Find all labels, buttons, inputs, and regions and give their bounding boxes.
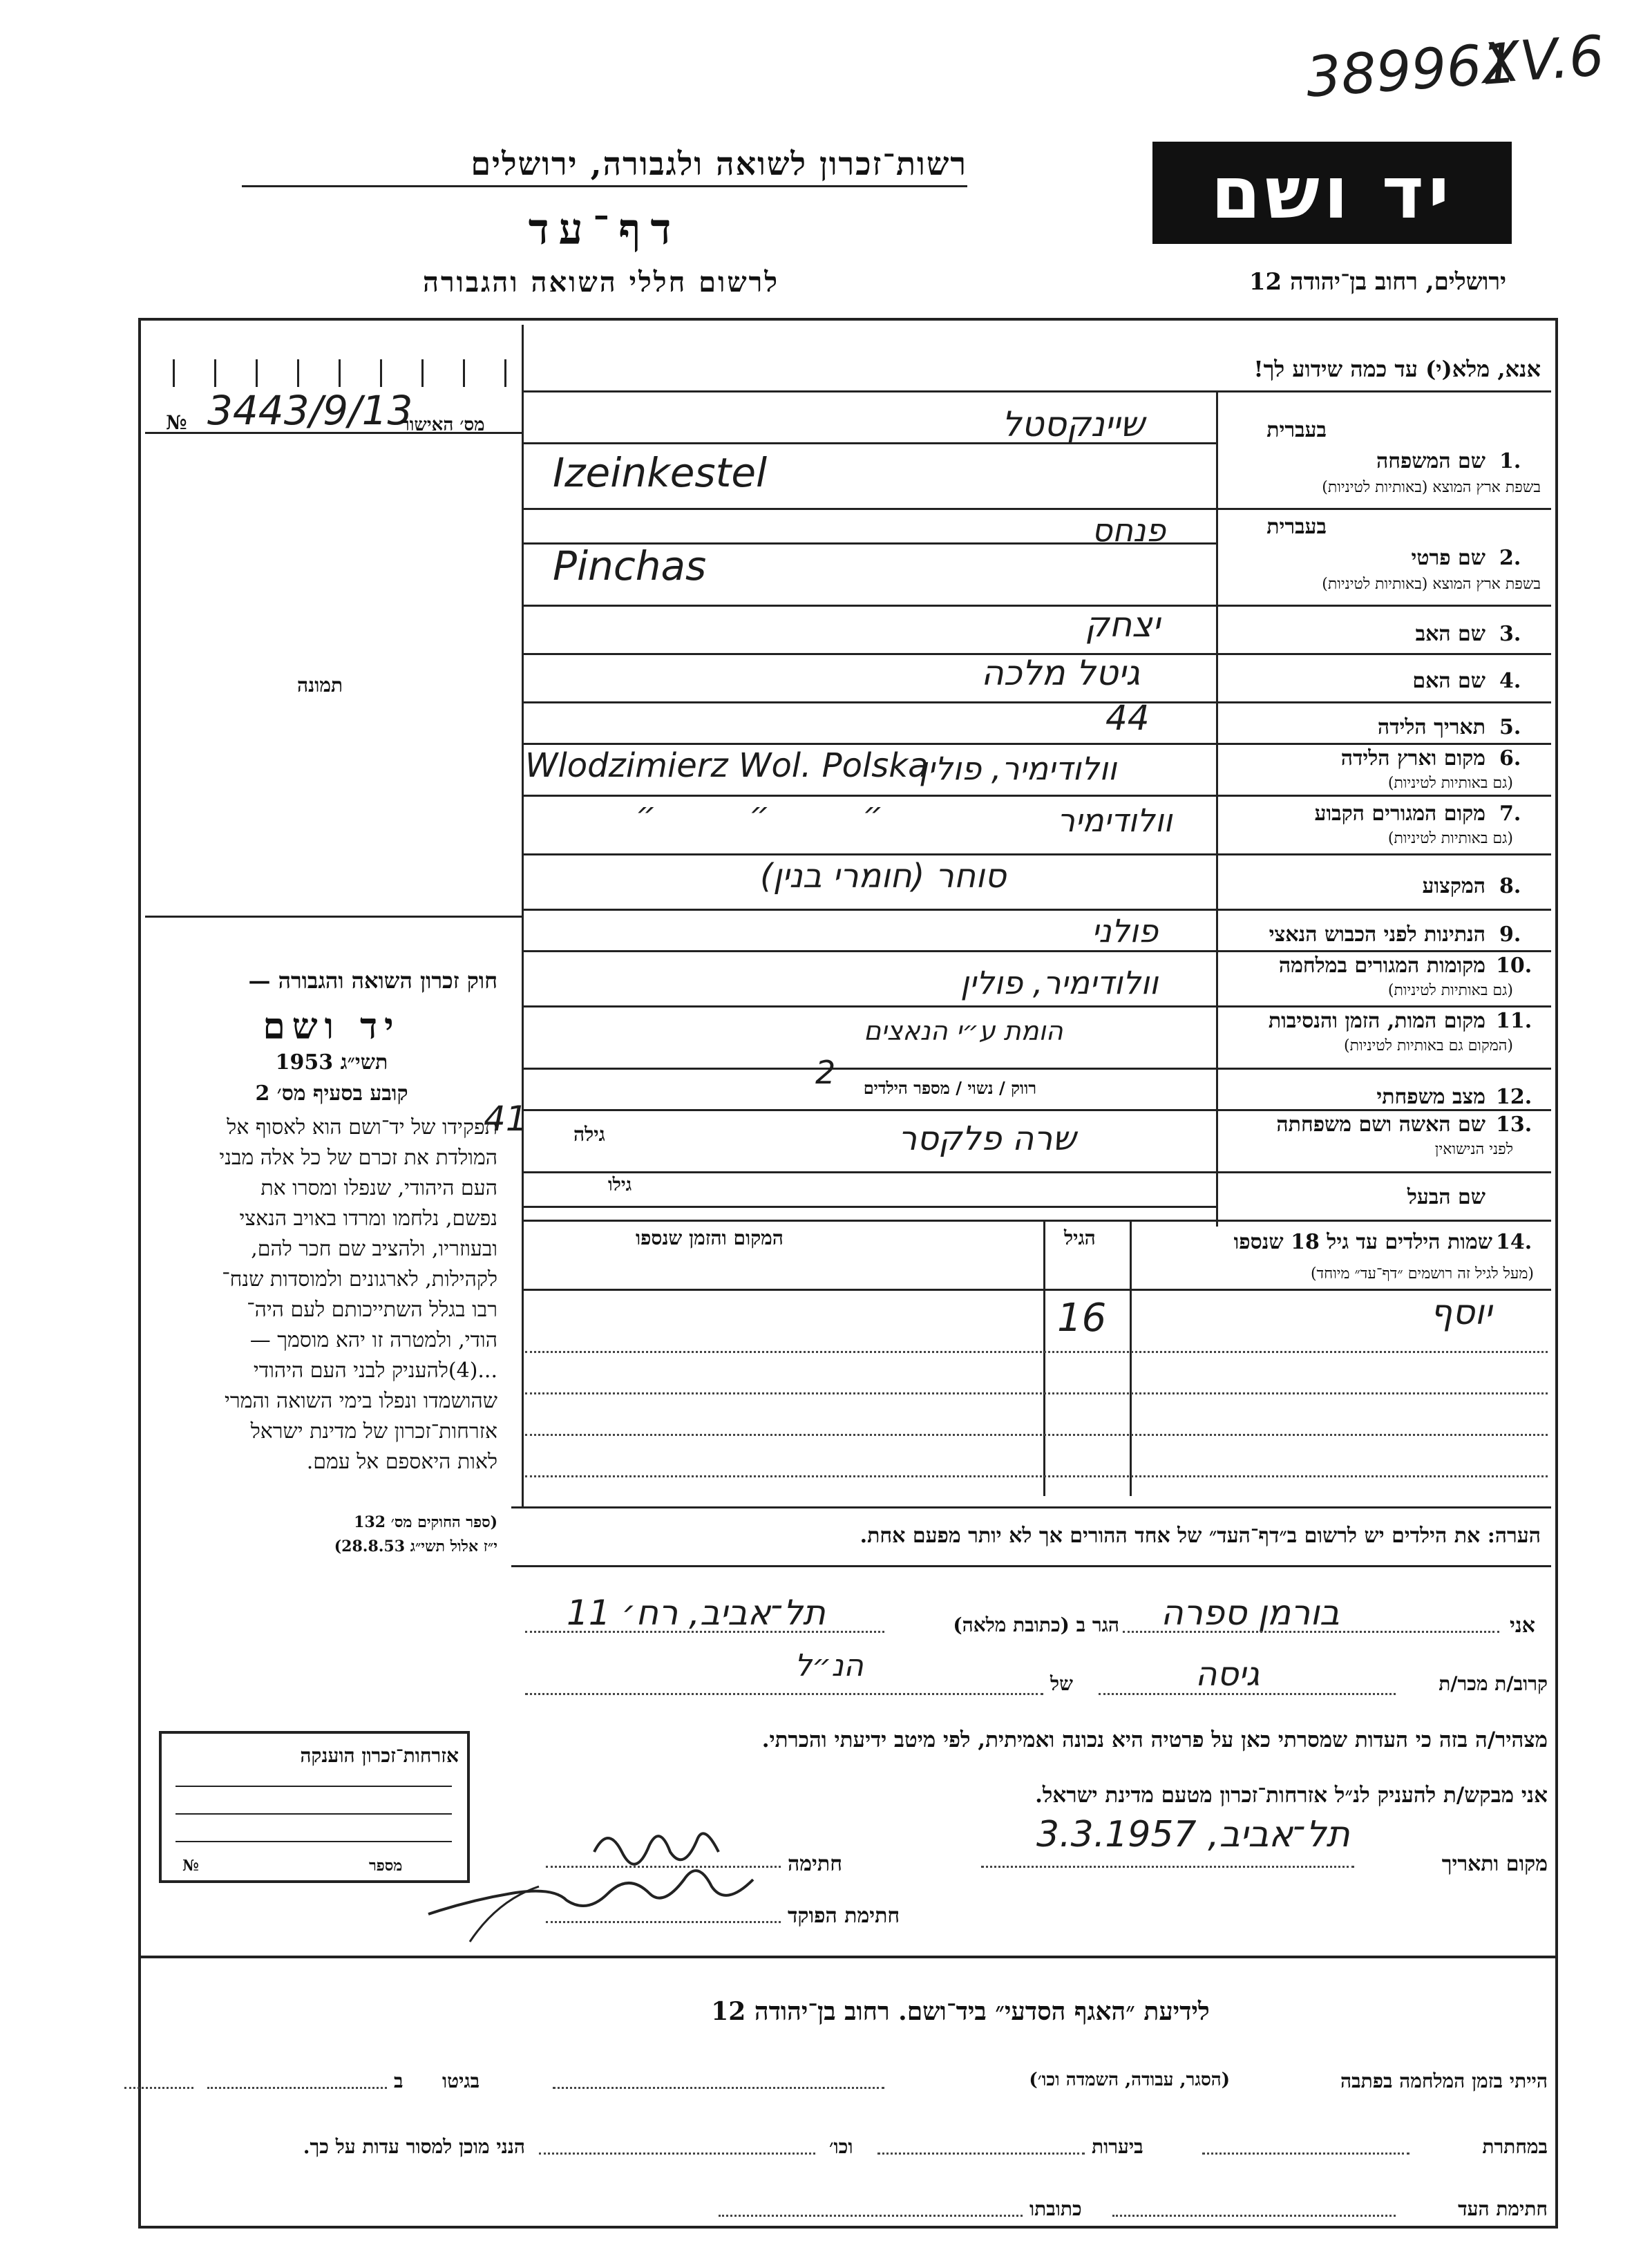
field7-value: וולודימיר (1057, 802, 1172, 839)
hebrew-label-2: בעברית (1266, 515, 1327, 539)
field6-label: מקום וארץ הלידה (1340, 746, 1485, 770)
field7-label: מקום המגורים הקבוע (1314, 802, 1485, 826)
footer-row2-c: וכו׳ (829, 2135, 853, 2158)
field6-value: וולודימיר, פולין (919, 750, 1117, 787)
law-line: המולדת את זכרם של כל אלה מבני (219, 1146, 497, 1170)
law-line: העם היהודי, שנפלו ומסרו את (260, 1176, 497, 1200)
tick-marks (166, 346, 511, 387)
law-line: רבו בגלל השתייכותם לעם היה־ (247, 1298, 497, 1322)
resident-label: הגר ב (כתובת מלאה) (953, 1614, 1119, 1636)
clerk-signature-label: חתימת הפוקד (788, 1904, 900, 1928)
field3-label: שם האב (1415, 622, 1485, 646)
footer-row2-d: הנני מוכן למסור עדות על כך. (303, 2135, 525, 2158)
field4-value: גיטל מלכה (981, 653, 1141, 693)
signatures (415, 1810, 801, 1949)
form-title: דף־עד (528, 204, 681, 254)
field13-number: 13. (1496, 1113, 1532, 1137)
footer-row1-b: (הסגר, עבודה, השמדה וכו׳) (1029, 2070, 1230, 2090)
field1-hebrew-value: שיינקסטל (1002, 404, 1145, 444)
law-clause: קובע בסעיף מס׳ 2 (255, 1081, 408, 1106)
field2-sublabel: בשפת ארץ המוצא (באותיות לטיניות) (1322, 576, 1541, 593)
field14-col-place: המקום והזמן שנספו (636, 1227, 784, 1249)
field10-sublabel: (גם באותיות לטיניות) (1387, 982, 1513, 999)
footer-row2-b: ביערות (1092, 2135, 1143, 2158)
place-date-value: תל־אביב, 3.3.1957 (1036, 1814, 1350, 1855)
footer-row1-a: הייתי בזמן המלחמה בפתבה (1340, 2070, 1548, 2092)
footer-row1-d: ב (394, 2070, 403, 2092)
law-line: ובעוזריו, ולהציב שם חכר להם, (251, 1237, 497, 1261)
law-line: נפשם, נלחמו ומרדו באויב הנאצי (239, 1207, 497, 1231)
field12-label: מצב משפחתי (1376, 1085, 1485, 1109)
declaration-statement: מצהיר/ה בזה כי העדות שמסרתי כאן על פרטיה היא נכונה ואמיתית, לפי מיטב ידיעתי והכרתי. (761, 1728, 1548, 1752)
law-line: לאות היאספם אל עמם. (306, 1450, 497, 1474)
field1-sublabel: בשפת ארץ המוצא (באותיות לטיניות) (1322, 479, 1541, 496)
field6-number: 6. (1499, 746, 1521, 770)
field8-number: 8. (1499, 874, 1521, 898)
memorial-box-number-label: מספר (369, 1857, 403, 1875)
field14-sublabel: (מעל לגיל זה רושמים ״דף־עד״ מיוחד) (1310, 1265, 1534, 1283)
field8-label: המקצוע (1422, 874, 1485, 898)
field7-number: 7. (1499, 802, 1521, 826)
clerk-signature (428, 1871, 753, 1914)
photo-label: תמונה (297, 674, 343, 697)
field1-latin-value: Izeinkestel (553, 449, 768, 496)
field4-label: שם האם (1412, 669, 1485, 693)
footer-title: לידיעת ״האגף הסדעי״ ביד־ושם. רחוב בן־יהודה 12 (711, 1997, 1210, 2026)
registration-symbol: № (166, 411, 187, 434)
field11-label: מקום המות, הזמן והנסיבות (1268, 1009, 1485, 1033)
law-line: שהושמדו ונפלו בימי השואה והמרי (224, 1389, 497, 1413)
law-line: אזרחות־זכרון של מדינת ישראל (250, 1419, 497, 1444)
field5-number: 5. (1499, 715, 1521, 739)
place-date-label: מקום ותאריך (1441, 1852, 1548, 1876)
witness-signature (594, 1833, 719, 1864)
field10-number: 10. (1496, 954, 1532, 978)
yad-vashem-logo (1152, 142, 1512, 244)
child-name: יוסף (1430, 1292, 1492, 1332)
law-text (152, 1113, 497, 1477)
field13-sublabel: לפני הנישואין (1434, 1141, 1513, 1158)
relation-value: גיסה (1195, 1655, 1260, 1694)
child-age: 16 (1057, 1296, 1107, 1341)
registration-label: מס׳ האישור (401, 415, 485, 435)
field1-number: 1. (1499, 449, 1521, 473)
field1-label: שם המשפחה (1376, 449, 1485, 473)
field9-value: פולני (1092, 912, 1159, 949)
note-text: הערה: את הילדים יש לרשום ב״דף־העד״ של אחד ההורים אך לא יותר מפעם אחת. (860, 1524, 1541, 1548)
declarant-name: בורמן ספרה (1161, 1593, 1340, 1633)
memorial-box-symbol: № (182, 1857, 199, 1875)
field5-label: תאריך הלידה (1377, 715, 1485, 739)
form-subtitle: לרשום חללי השואה והגבורה (422, 266, 780, 299)
field5-value: 44 (1105, 698, 1150, 738)
registration-value: 3443/9/13 (207, 387, 413, 434)
footer-row1-c: בגיטו (442, 2070, 480, 2092)
field14-number: 14. (1496, 1230, 1532, 1254)
field9-number: 9. (1499, 923, 1521, 947)
law-source-date: י״ז אלול תשי״ג 28.8.53) (334, 1538, 497, 1555)
field3-number: 3. (1499, 622, 1521, 646)
field2-number: 2. (1499, 546, 1521, 570)
field10-label: מקומות המגורים במלחמה (1278, 954, 1485, 978)
field6-sublabel: (גם באותיות לטיניות) (1387, 775, 1513, 792)
field13-age: 41 (484, 1099, 528, 1139)
declarant-label: אני (1510, 1614, 1535, 1638)
declarant-address: תל־אביב, רח׳ 11 (567, 1593, 826, 1633)
field13-husband-label: שם הבעל (1407, 1185, 1485, 1209)
field6-latin-value: Wlodzimierz Wol. Polska (525, 746, 929, 785)
archive-number: 389961 (1304, 30, 1519, 110)
signature-label: חתימה (788, 1852, 842, 1876)
memorial-citizenship-box (159, 1731, 470, 1883)
field12-status: רווק / נשוי / מספר הילדים (863, 1078, 1036, 1098)
field11-value: הומת ע״י הנאצים (864, 1016, 1063, 1046)
law-line: ...(4)להעניק לבני העם היהודי (253, 1359, 497, 1383)
footer-row2-a: במחתרת (1482, 2135, 1548, 2158)
footer-row3-b: כתובתו (1029, 2197, 1082, 2220)
field7-ditto: ״ ״ ״ (636, 795, 925, 832)
logo-text: יד ושם (1210, 151, 1454, 235)
authority-title: רשות־זכרון לשואה ולגבורה, ירושלים (471, 145, 967, 182)
field11-sublabel: (המקום גם באותיות לטיניות) (1344, 1037, 1513, 1054)
field2-hebrew-value: פנחס (1092, 511, 1166, 549)
field2-latin-value: Pinchas (553, 542, 707, 589)
law-line: תפקידו של יד־ושם הוא לאסוף אל (227, 1115, 497, 1139)
law-line: לקהילות, לארגונים ולמוסדות שנח־ (222, 1267, 497, 1292)
field3-value: יצחק (1085, 605, 1160, 645)
declaration-request: אני מבקש/ת להעניק לנ״ל אזרחות־זכרון מטעם מדינת ישראל. (1035, 1783, 1548, 1808)
of-label: של (1050, 1672, 1073, 1695)
law-name: יד ושם (263, 1005, 401, 1048)
law-line: הודי, ולמטרה זו יהא מוסמך — (249, 1328, 497, 1352)
header-address: ירושלים, רחוב בן־יהודה 12 (1249, 268, 1506, 296)
field13-value: שרה פלקסר (898, 1119, 1076, 1158)
law-title: חוק זכרון השואה והגבורה — (248, 967, 497, 994)
field13-husband-age-label: גילו (608, 1175, 632, 1195)
intro-text: אנא, מלא(י) עד כמה שידוע לך! (1253, 356, 1541, 382)
memorial-box-title: אזרחות־זכרון הוענקה (300, 1744, 459, 1767)
field4-number: 4. (1499, 669, 1521, 693)
field11-number: 11. (1496, 1009, 1532, 1033)
field8-value: סוחר (חומרי בנין) (760, 857, 1007, 896)
relation-label: קרוב/ת מכר/ת (1439, 1672, 1548, 1695)
field12-children: 2 (815, 1054, 836, 1091)
field2-label: שם פרטי (1411, 546, 1485, 570)
field12-number: 12. (1496, 1085, 1532, 1109)
field9-label: הנתינות לפני הכבוש הנאצי (1269, 923, 1485, 947)
archive-code: XV.6 (1479, 23, 1606, 97)
law-year: תשי״ג 1953 (275, 1050, 388, 1075)
footer-row3-a: חתימת העד (1458, 2197, 1548, 2220)
field13-label: שם האשה ושם משפחתה (1276, 1113, 1485, 1137)
field7-sublabel: (גם באותיות לטיניות) (1387, 830, 1513, 847)
field14-col-age: הגיל (1064, 1227, 1096, 1249)
law-source: (ספר החוקים מס׳ 132 (354, 1513, 497, 1531)
hebrew-label-1: בעברית (1266, 418, 1327, 442)
field14-label: שמות הילדים עד גיל 18 שנספו (1233, 1230, 1492, 1254)
of-value: הנ״ל (795, 1648, 864, 1683)
field13-age-label: גילה (573, 1123, 605, 1146)
field10-value: וולודימיר, פולין (960, 964, 1159, 1001)
